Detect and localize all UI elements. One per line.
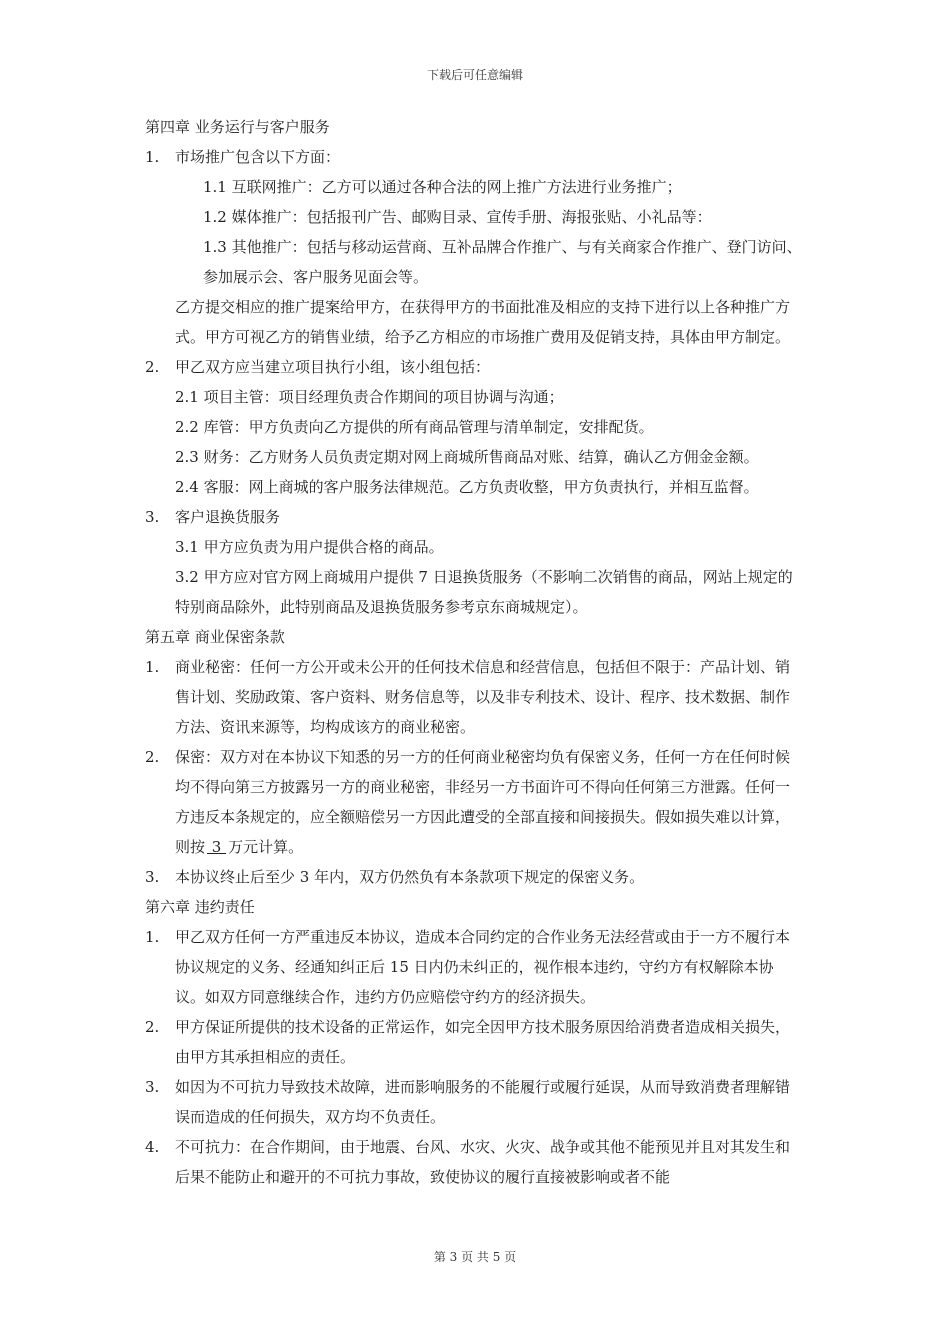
list-item: [0, 142, 950, 172]
item-number: 1.: [145, 658, 160, 676]
item-number: 3.: [145, 1078, 160, 1096]
document-body: [0, 112, 950, 1192]
list-item: [0, 1012, 950, 1072]
item-number: 2.: [145, 748, 160, 766]
item-text: 客户退换货服务: [175, 508, 281, 526]
list-item: [0, 742, 950, 862]
chapter-5-title: 第五章 商业保密条款: [145, 628, 285, 646]
sub-item: 2.4 客服：网上商城的客户服务法律规范。乙方负责收整，甲方负责执行，并相互监督。: [175, 478, 759, 496]
item-number: 1.: [145, 148, 160, 166]
sub-item: 2.3 财务：乙方财务人员负责定期对网上商城所售商品对账、结算，确认乙方佣金金额。: [175, 448, 759, 466]
sub-item: 1.3 其他推广：包括与移动运营商、互补品牌合作推广、与有关商家合作推广、登门访问、参加展示会、客户服务见面会等。: [203, 238, 802, 286]
item-text-part: 万元计算。: [228, 838, 304, 856]
list-item: [0, 1132, 950, 1192]
item-number: 1.: [145, 928, 160, 946]
sub-item: 3.2 甲方应对官方网上商城用户提供 7 日退换货服务（不影响二次销售的商品，网站上规定的特别商品除外，此特别商品及退换货服务参考京东商城规定）。: [175, 568, 793, 616]
item-number: 3.: [145, 508, 160, 526]
item-text-part: 保密：双方对在本协议下知悉的另一方的任何商业秘密均负有保密义务，任何一方在任何时候均不得向第三方披露另一方的商业秘密，非经另一方书面许可不得向任何第三方泄露。任何一方违反本条规定的，应全额赔偿另一方因此遭受的全部直接和间接损失。假如损失难以计算，则按: [175, 748, 791, 856]
list-item: [0, 1072, 950, 1132]
item-text: 本协议终止后至少 3 年内，双方仍然负有本条款项下规定的保密义务。: [175, 868, 645, 886]
chapter-6-title: 第六章 违约责任: [145, 898, 255, 916]
list-item: [0, 862, 950, 892]
sub-item: 3.1 甲方应负责为用户提供合格的商品。: [175, 538, 444, 556]
list-item: [0, 652, 950, 742]
item-number: 4.: [145, 1138, 160, 1156]
item-text: 如因为不可抗力导致技术故障，进而影响服务的不能履行或履行延误，从而导致消费者理解错误而造成的任何损失，双方均不负责任。: [175, 1078, 791, 1126]
list-item: [0, 352, 950, 382]
page-number: 第 3 页 共 5 页: [433, 1250, 517, 1264]
item-text: 市场推广包含以下方面：: [175, 148, 341, 166]
item-text: 甲方保证所提供的技术设备的正常运作，如完全因甲方技术服务原因给消费者造成相关损失，由甲方其承担相应的责任。: [175, 1018, 791, 1066]
item-number: 3.: [145, 868, 160, 886]
item-text: 甲乙双方任何一方严重违反本协议，造成本合同约定的合作业务无法经营或由于一方不履行本协议规定的义务、经通知纠正后 15 日内仍未纠正的，视作根本违约，守约方有权解除本协议。如双方同意继续合作，违约方仍应赔偿守约方的经济损失。: [175, 928, 791, 1006]
item-number: 2.: [145, 358, 160, 376]
item-text: 甲乙双方应当建立项目执行小组，该小组包括：: [175, 358, 491, 376]
sub-item: 1.1 互联网推广：乙方可以通过各种合法的网上推广方法进行业务推广；: [203, 178, 682, 196]
item-number: 2.: [145, 1018, 160, 1036]
paragraph: 乙方提交相应的推广提案给甲方，在获得甲方的书面批准及相应的支持下进行以上各种推广方式。甲方可视乙方的销售业绩，给予乙方相应的市场推广费用及促销支持，具体由甲方制定。: [175, 298, 791, 346]
item-text: 商业秘密：任何一方公开或未公开的任何技术信息和经营信息，包括但不限于：产品计划、销售计划、奖励政策、客户资料、财务信息等，以及非专利技术、设计、程序、技术数据、制作方法、资讯来源等，均构成该方的商业秘密。: [175, 658, 791, 736]
chapter-4-title: 第四章 业务运行与客户服务: [145, 118, 330, 136]
sub-item: 1.2 媒体推广：包括报刊广告、邮购目录、宣传手册、海报张贴、小礼品等：: [203, 208, 712, 226]
header-note: 下载后可任意编辑: [426, 68, 523, 82]
item-text: 不可抗力：在合作期间，由于地震、台风、水灾、火灾、战争或其他不能预见并且对其发生和后果不能防止和避开的不可抗力事故，致使协议的履行直接被影响或者不能: [175, 1138, 791, 1186]
list-item: [0, 502, 950, 532]
amount-blank: 3: [207, 838, 227, 856]
list-item: [0, 922, 950, 1012]
item-text: [175, 742, 802, 862]
sub-item: 2.2 库管：甲方负责向乙方提供的所有商品管理与清单制定，安排配货。: [175, 418, 654, 436]
sub-item: 2.1 项目主管：项目经理负责合作期间的项目协调与沟通；: [175, 388, 564, 406]
